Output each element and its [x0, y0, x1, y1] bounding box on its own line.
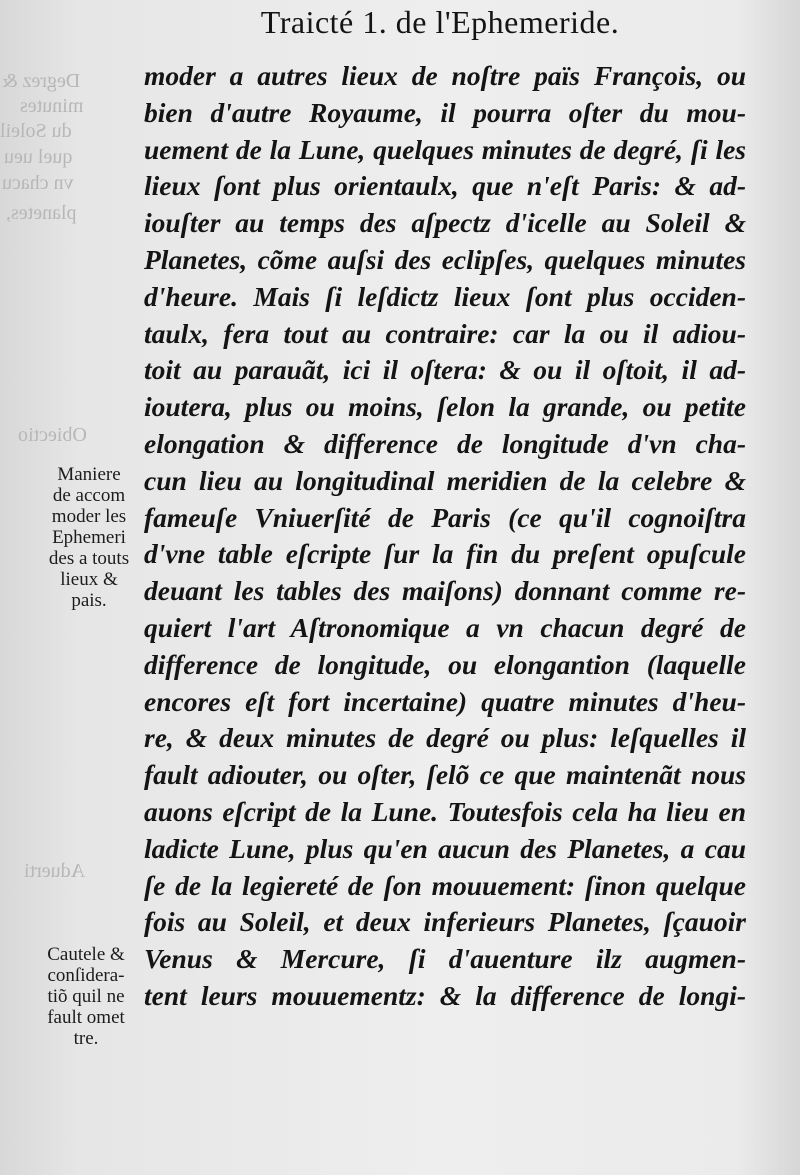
margin-note-line: des a touts — [48, 548, 130, 569]
show-through-text: du Soleil — [0, 120, 72, 142]
text-line: elongation & difference de longitude d'vn cha- — [144, 427, 746, 459]
margin-note-line: de accom — [52, 485, 126, 506]
text-line: ioutera, plus ou moins, ſelon la grande, ou petite — [144, 391, 746, 423]
text-line: Venus & Mercure, ſi d'auenture ilz augmen- — [144, 943, 746, 975]
margin-note-line: Ephemeri — [52, 527, 126, 548]
text-line: ſe de la legiereté de ſon mouuement: ſinon quelque — [144, 869, 746, 901]
margin-note-line: Cautele & — [47, 944, 125, 965]
text-line: tent leurs mouuementz: & la difference de longi- — [144, 979, 746, 1011]
margin-note-line: tre. — [73, 1028, 99, 1049]
show-through-text: Degrez & — [2, 70, 81, 92]
text-line: Planetes, cõme auſsi des eclipſes, quelques minutes — [144, 243, 746, 275]
margin-note-caution — [26, 944, 146, 1049]
show-through-text: quel ueu — [4, 146, 73, 168]
text-line: toit au parauãt, ici il oſtera: & ou il oſtoit, il ad- — [144, 354, 746, 386]
running-head: Traicté 1. de l'Ephemeride. — [260, 4, 620, 40]
show-through-text: planetes, — [6, 202, 77, 224]
show-through-text: minutes — [20, 95, 84, 117]
text-line: cun lieu au longitudinal meridien de la celebre & — [144, 464, 746, 496]
text-line: iouſter au temps des aſpectz d'icelle au Soleil & — [144, 207, 746, 239]
text-line: quiert l'art Aſtronomique a vn chacun degré de — [144, 611, 746, 643]
show-through-text: Obiectio — [18, 424, 87, 446]
text-line: fameuſe Vniuerſité de Paris (ce qu'il cognoiſtra — [144, 501, 746, 533]
text-line: d'heure. Mais ſi leſdictz lieux ſont plus occiden- — [144, 280, 746, 312]
text-line: fault adiouter, ou oſter, ſelõ ce que maintenãt nous — [144, 759, 746, 791]
text-line: deuant les tables des maiſons) donnant comme re- — [144, 575, 746, 607]
show-through-text: vn chacu — [2, 172, 74, 194]
text-line: uement de la Lune, quelques minutes de degré, ſi les — [144, 133, 746, 165]
text-line: re, & deux minutes de degré ou plus: leſquelles il — [144, 722, 746, 754]
text-line: ladicte Lune, plus qu'en aucun des Planetes, a cau — [144, 832, 746, 864]
text-line: encores eſt fort incertaine) quatre minutes d'heu- — [144, 685, 746, 717]
margin-note-adapting-ephemerides — [30, 464, 148, 611]
margin-note-line: conſidera- — [47, 965, 125, 986]
show-through-text: Aduerti — [24, 860, 86, 882]
margin-note-line: moder les — [51, 506, 127, 527]
margin-note-line: fault omet — [47, 1007, 125, 1028]
text-line: fois au Soleil, et deux inferieurs Planetes, ſçauoir — [144, 906, 746, 938]
margin-note-line: Maniere — [57, 464, 121, 485]
text-line: lieux ſont plus orientaulx, que n'eſt Paris: & ad- — [144, 170, 746, 202]
text-line: bien d'autre Royaume, il pourra oſter du mou- — [144, 96, 746, 128]
margin-note-line: pais. — [71, 590, 107, 611]
margin-note-line: lieux & — [60, 569, 118, 590]
text-line: difference de longitude, ou elongantion (laquelle — [144, 648, 746, 680]
text-line: moder a autres lieux de noſtre païs François, ou — [144, 60, 746, 91]
text-line: d'vne table eſcripte ſur la fin du preſent opuſcule — [144, 538, 746, 570]
text-line: taulx, fera tout au contraire: car la ou il adiou- — [144, 317, 746, 349]
text-line: auons eſcript de la Lune. Toutesfois cela ha lieu en — [144, 795, 746, 827]
body-text — [144, 58, 746, 1015]
margin-note-line: tiõ quil ne — [47, 986, 125, 1007]
